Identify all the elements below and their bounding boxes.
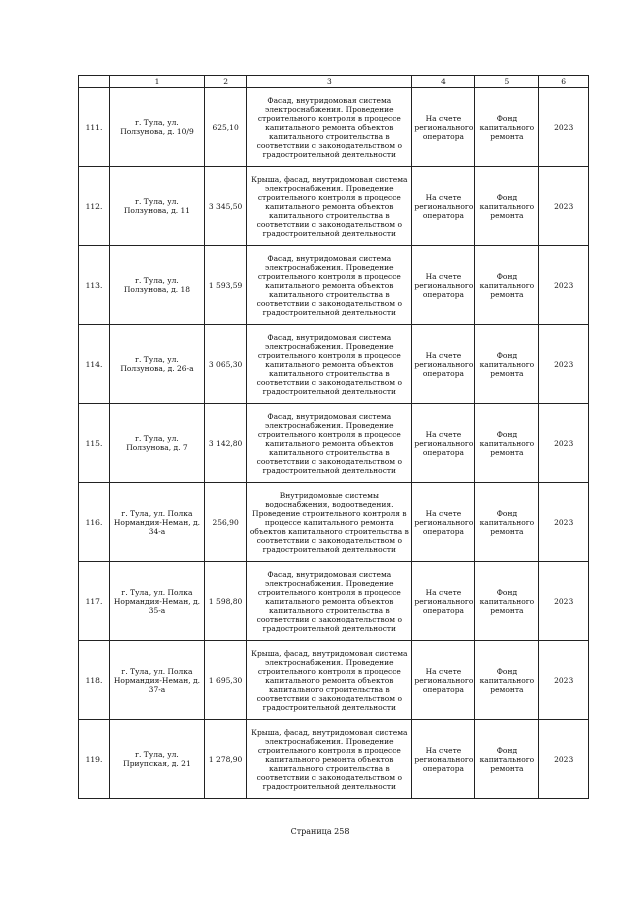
year-cell: 2023 xyxy=(539,404,589,483)
year-cell: 2023 xyxy=(539,167,589,246)
address-cell: г. Тула, ул. Ползунова, д. 26-а xyxy=(109,325,204,404)
table-row xyxy=(79,483,589,562)
works-description-cell: Фасад, внутридомовая система электроснабжения. Проведение строительного контроля в процессе капитального ремонта объектов капитального строительства в соответствии с законодательством о градостроительной деятельности xyxy=(247,404,412,483)
funding-source-cell: Фонд капитального ремонта xyxy=(475,404,539,483)
cost-cell: 3 142,80 xyxy=(204,404,246,483)
address-cell: г. Тула, ул. Ползунова, д. 7 xyxy=(109,404,204,483)
year-cell: 2023 xyxy=(539,641,589,720)
works-description-cell: Фасад, внутридомовая система электроснабжения. Проведение строительного контроля в процессе капитального ремонта объектов капитального строительства в соответствии с законодательством о градостроительной деятельности xyxy=(247,562,412,641)
funding-source-cell: Фонд капитального ремонта xyxy=(475,167,539,246)
table-row xyxy=(79,246,589,325)
year-cell: 2023 xyxy=(539,562,589,641)
cost-cell: 3 345,50 xyxy=(204,167,246,246)
header-cell: 4 xyxy=(412,76,475,88)
cost-cell: 1 593,59 xyxy=(204,246,246,325)
row-number-cell: 118. xyxy=(79,641,110,720)
works-description-cell: Фасад, внутридомовая система электроснабжения. Проведение строительного контроля в процессе капитального ремонта объектов капитального строительства в соответствии с законодательством о градостроительной деятельности xyxy=(247,246,412,325)
table-row xyxy=(79,641,589,720)
funding-source-cell: Фонд капитального ремонта xyxy=(475,88,539,167)
address-cell: г. Тула, ул. Ползунова, д. 18 xyxy=(109,246,204,325)
account-type-cell: На счете регионального оператора xyxy=(412,483,475,562)
header-cell: 2 xyxy=(204,76,246,88)
cost-cell: 3 065,30 xyxy=(204,325,246,404)
header-cell: 5 xyxy=(475,76,539,88)
row-number-cell: 113. xyxy=(79,246,110,325)
table-row xyxy=(79,88,589,167)
table-row xyxy=(79,325,589,404)
row-number-cell: 112. xyxy=(79,167,110,246)
table-body xyxy=(79,88,589,799)
header-row xyxy=(79,76,589,88)
account-type-cell: На счете регионального оператора xyxy=(412,167,475,246)
header-cell xyxy=(79,76,110,88)
row-number-cell: 111. xyxy=(79,88,110,167)
row-number-cell: 119. xyxy=(79,720,110,799)
account-type-cell: На счете регионального оператора xyxy=(412,641,475,720)
cost-cell: 1 695,30 xyxy=(204,641,246,720)
works-description-cell: Крыша, фасад, внутридомовая система электроснабжения. Проведение строительного контроля в процессе капитального ремонта объектов капитального строительства в соответствии с законодательством о градостроительной деятельности xyxy=(247,720,412,799)
works-description-cell: Крыша, фасад, внутридомовая система электроснабжения. Проведение строительного контроля в процессе капитального ремонта объектов капитального строительства в соответствии с законодательством о градостроительной деятельности xyxy=(247,167,412,246)
row-number-cell: 114. xyxy=(79,325,110,404)
repair-schedule-table xyxy=(78,75,589,799)
address-cell: г. Тула, ул. Приупская, д. 21 xyxy=(109,720,204,799)
account-type-cell: На счете регионального оператора xyxy=(412,562,475,641)
funding-source-cell: Фонд капитального ремонта xyxy=(475,246,539,325)
works-description-cell: Фасад, внутридомовая система электроснабжения. Проведение строительного контроля в процессе капитального ремонта объектов капитального строительства в соответствии с законодательством о градостроительной деятельности xyxy=(247,325,412,404)
funding-source-cell: Фонд капитального ремонта xyxy=(475,483,539,562)
header-cell: 1 xyxy=(109,76,204,88)
page-number: Страница 258 xyxy=(290,827,350,836)
cost-cell: 1 598,80 xyxy=(204,562,246,641)
address-cell: г. Тула, ул. Ползунова, д. 11 xyxy=(109,167,204,246)
account-type-cell: На счете регионального оператора xyxy=(412,404,475,483)
cost-cell: 625,10 xyxy=(204,88,246,167)
header-cell: 6 xyxy=(539,76,589,88)
year-cell: 2023 xyxy=(539,246,589,325)
works-description-cell: Внутридомовые системы водоснабжения, водоотведения. Проведение строительного контроля в процессе капитального ремонта объектов капитального строительства в соответствии с законодательством о градостроительной деятельности xyxy=(247,483,412,562)
header-cell: 3 xyxy=(247,76,412,88)
year-cell: 2023 xyxy=(539,483,589,562)
row-number-cell: 117. xyxy=(79,562,110,641)
table-row xyxy=(79,562,589,641)
year-cell: 2023 xyxy=(539,325,589,404)
year-cell: 2023 xyxy=(539,88,589,167)
cost-cell: 256,90 xyxy=(204,483,246,562)
account-type-cell: На счете регионального оператора xyxy=(412,325,475,404)
cost-cell: 1 278,90 xyxy=(204,720,246,799)
account-type-cell: На счете регионального оператора xyxy=(412,246,475,325)
address-cell: г. Тула, ул. Ползунова, д. 10/9 xyxy=(109,88,204,167)
address-cell: г. Тула, ул. Полка Нормандия-Неман, д. 34-а xyxy=(109,483,204,562)
funding-source-cell: Фонд капитального ремонта xyxy=(475,641,539,720)
funding-source-cell: Фонд капитального ремонта xyxy=(475,325,539,404)
row-number-cell: 116. xyxy=(79,483,110,562)
works-description-cell: Фасад, внутридомовая система электроснабжения. Проведение строительного контроля в процессе капитального ремонта объектов капитального строительства в соответствии с законодательством о градостроительной деятельности xyxy=(247,88,412,167)
table-row xyxy=(79,404,589,483)
works-description-cell: Крыша, фасад, внутридомовая система электроснабжения. Проведение строительного контроля в процессе капитального ремонта объектов капитального строительства в соответствии с законодательством о градостроительной деятельности xyxy=(247,641,412,720)
year-cell: 2023 xyxy=(539,720,589,799)
account-type-cell: На счете регионального оператора xyxy=(412,720,475,799)
address-cell: г. Тула, ул. Полка Нормандия-Неман, д. 37-а xyxy=(109,641,204,720)
funding-source-cell: Фонд капитального ремонта xyxy=(475,562,539,641)
address-cell: г. Тула, ул. Полка Нормандия-Неман, д. 35-а xyxy=(109,562,204,641)
funding-source-cell: Фонд капитального ремонта xyxy=(475,720,539,799)
account-type-cell: На счете регионального оператора xyxy=(412,88,475,167)
row-number-cell: 115. xyxy=(79,404,110,483)
table-row xyxy=(79,167,589,246)
table-row xyxy=(79,720,589,799)
